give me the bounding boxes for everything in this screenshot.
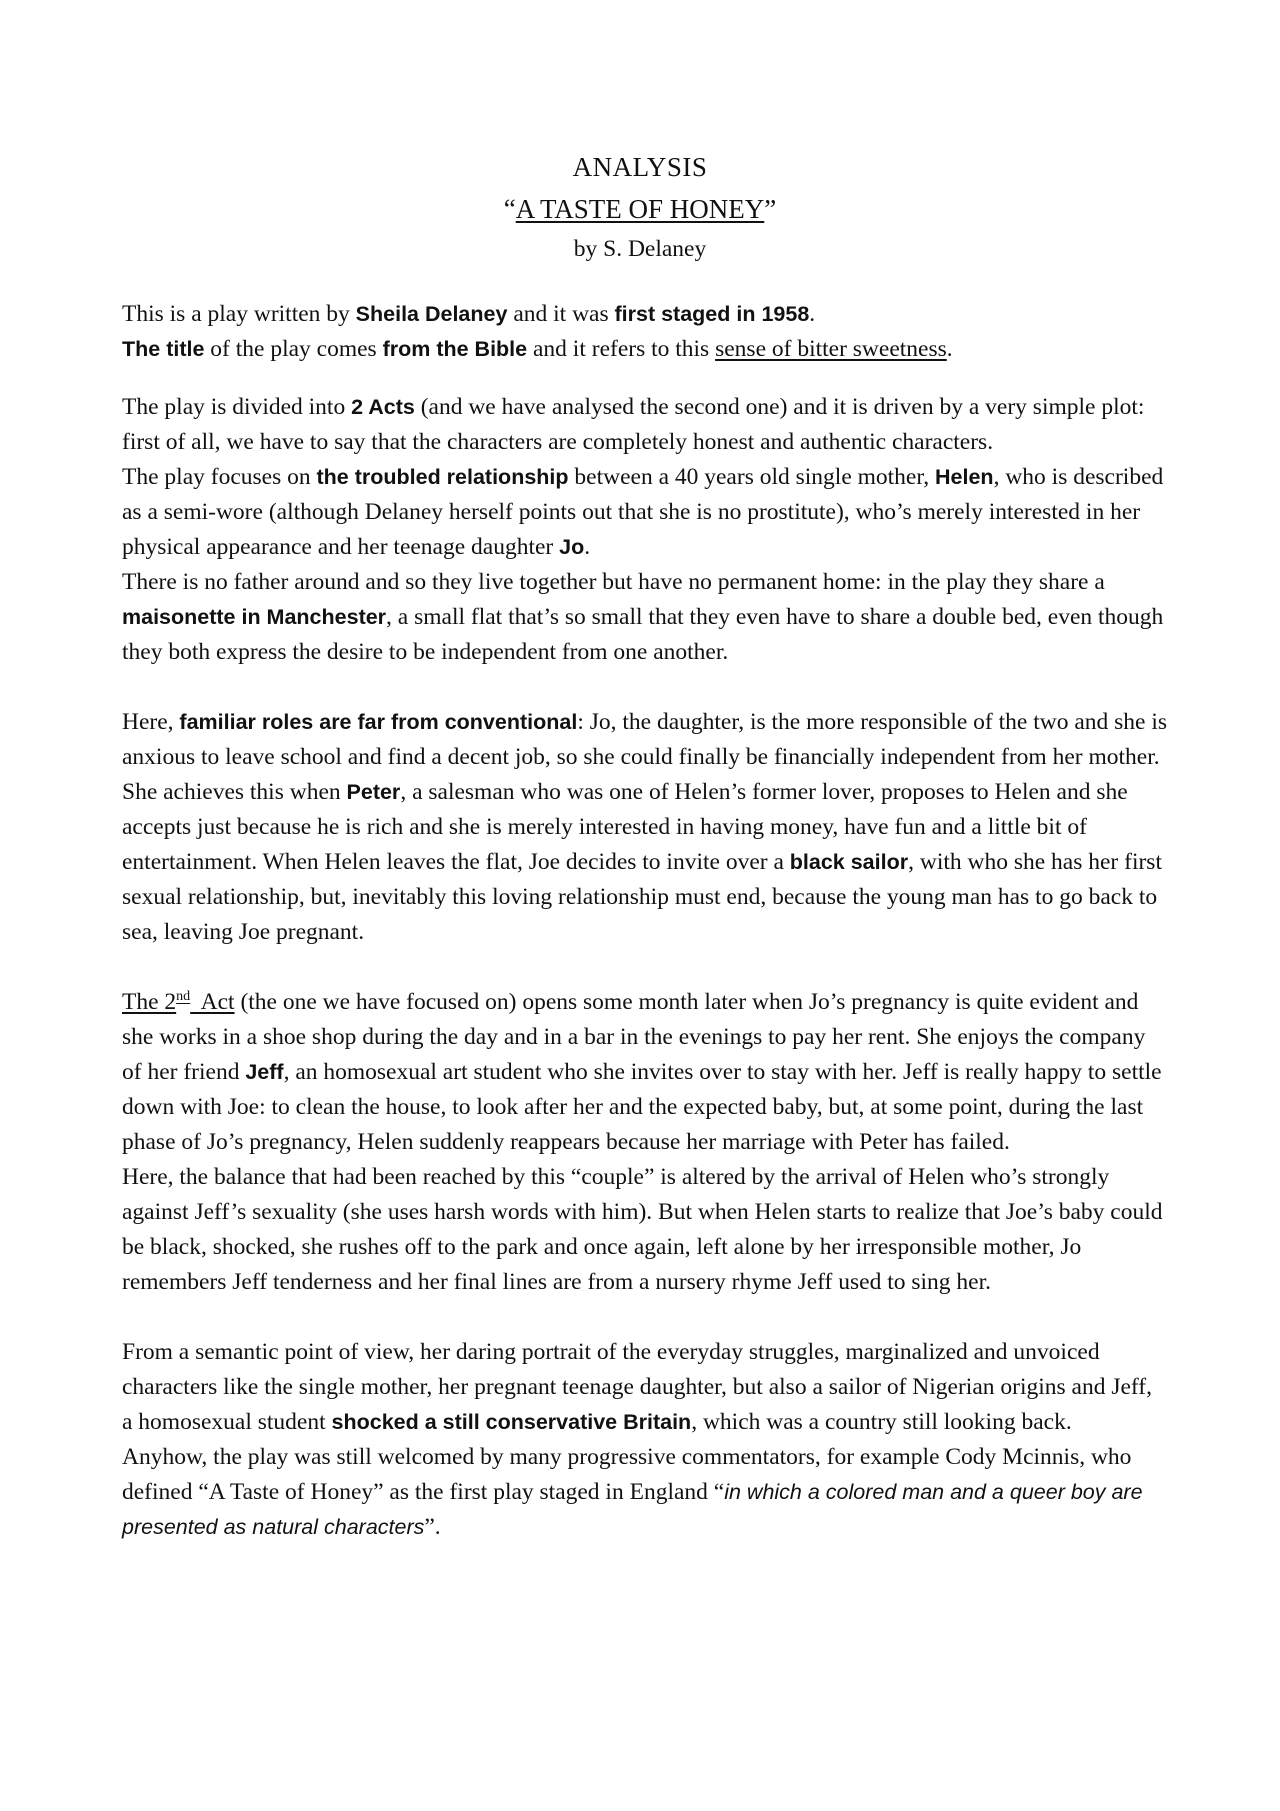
paragraph-title-origin: The title of the play comes from the Bible and it refers to this sense of bitter sweetness. <box>122 336 953 362</box>
paragraph-intro: This is a play written by Sheila Delaney and it was first staged in 1958. <box>122 301 816 327</box>
close-quote: ” <box>764 194 777 224</box>
document-title: ANALYSIS <box>572 152 708 182</box>
paragraph-reception: Anyhow, the play was still welcomed by many progressive commentators, for example Cody Mcinnis, who defined “A Taste of Honey” as the first play staged in England “in which a colored man and a queer boy are presented as natural characters”. <box>122 1444 1143 1540</box>
paragraph-relationship: The play focuses on the troubled relationship between a 40 years old single mother, Helen, who is described as a semi-wore (although Delaney herself points out that she is no prostitute), who’s merely interested in her physical appearance and her teenage daughter Jo. <box>122 464 1164 560</box>
paragraph-acts: The play is divided into 2 Acts (and we have analysed the second one) and it is driven by a very simple plot: first of all, we have to say that the characters are completely honest and authentic characters. <box>122 394 1145 455</box>
paragraph-semantic: From a semantic point of view, her daring portrait of the everyday struggles, marginalized and unvoiced characters like the single mother, her pregnant teenage daughter, but also a sailor of Nigerian origins and Jeff, a homosexual student shocked a still conservative Britain, which was a country still looking back. <box>122 1339 1153 1435</box>
paragraph-home: There is no father around and so they live together but have no permanent home: in the play they share a maisonette in Manchester, a small flat that’s so small that they even have to share a double bed, even though they both express the desire to be independent from one another. <box>122 569 1164 665</box>
open-quote: “ <box>503 194 516 224</box>
paragraph-roles: Here, familiar roles are far from conventional: Jo, the daughter, is the more responsible of the two and she is anxious to leave school and find a decent job, so she could finally be financially independent from her mother. She achieves this when Peter, a salesman who was one of Helen’s former lover, proposes to Helen and she accepts just because he is rich and she is merely interested in having money, have fun and a little bit of entertainment. When Helen leaves the flat, Joe decides to invite over a black sailor, with who she has her first sexual relationship, but, inevitably this loving relationship must end, because the young man has to go back to sea, leaving Joe pregnant. <box>122 709 1168 945</box>
paragraph-balance: Here, the balance that had been reached by this “couple” is altered by the arrival of Helen who’s strongly against Jeff’s sexuality (she uses harsh words with him). But when Helen starts to realize that Joe’s baby could be black, shocked, she rushes off to the park and once again, left alone by her irresponsible mother, Jo remembers Jeff tenderness and her final lines are from a nursery rhyme Jeff used to sing her. <box>122 1164 1163 1295</box>
paragraph-second-act: The 2nd Act (the one we have focused on) opens some month later when Jo’s pregnancy is quite evident and she works in a shoe shop during the day and in a bar in the evenings to pay her rent. She enjoys the company of her friend Jeff, an homosexual art student who she invites over to stay with her. Jeff is really happy to settle down with Joe: to clean the house, to look after her and the expected baby, but, at some point, during the last phase of Jo’s pregnancy, Helen suddenly reappears because her marriage with Peter has failed. <box>122 989 1162 1155</box>
author-line: by S. Delaney <box>573 236 707 262</box>
play-title: A TASTE OF HONEY <box>515 194 765 224</box>
document-body <box>122 297 1168 1545</box>
play-title-line <box>0 194 1280 225</box>
